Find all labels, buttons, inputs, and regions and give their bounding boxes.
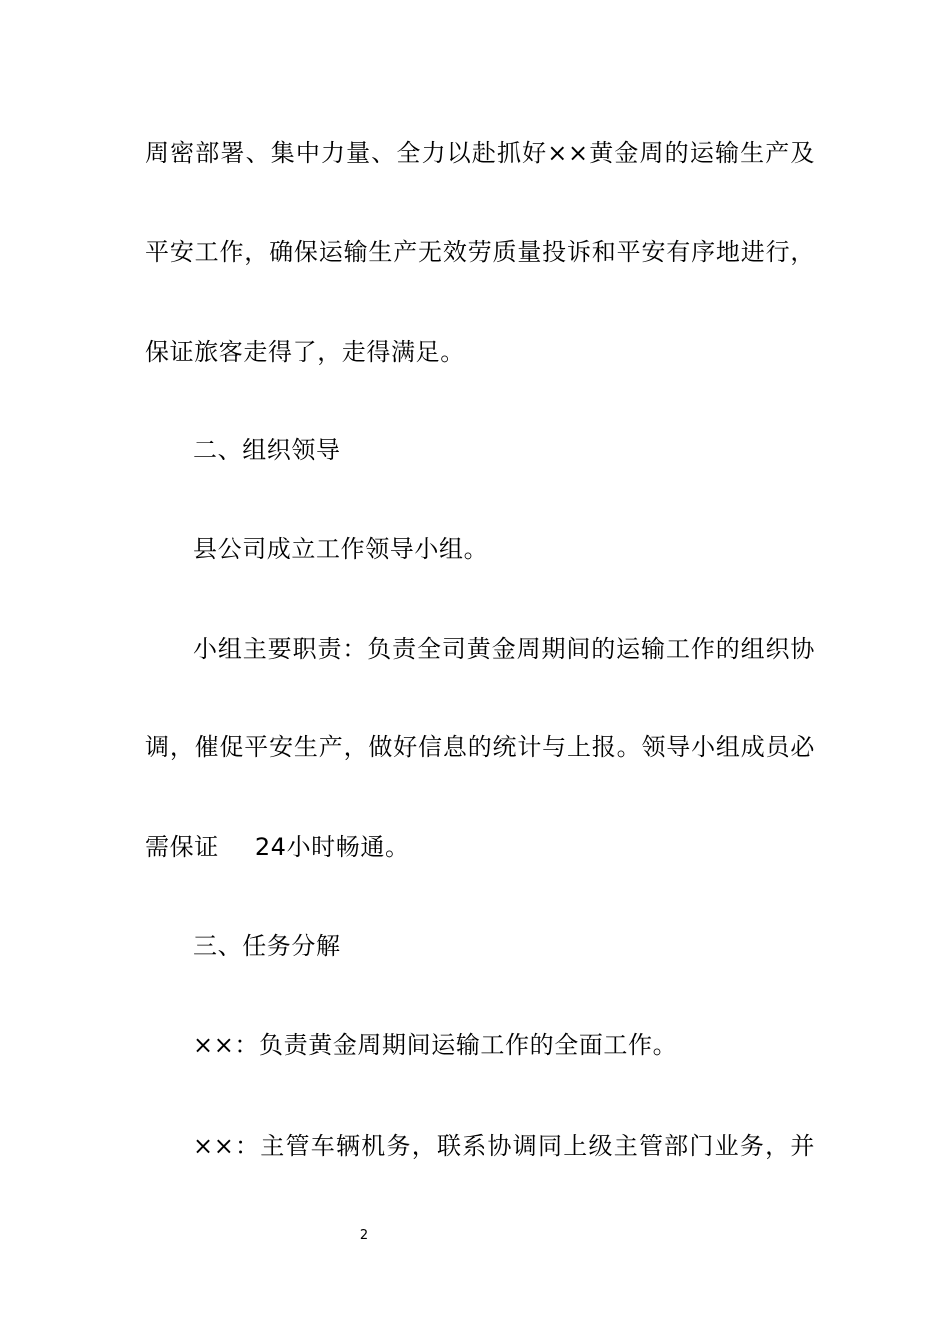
paragraph-line: 周密部署、集中力量、全力以赴抓好××黄金周的运输生产及	[145, 139, 815, 167]
paragraph-line: 县公司成立工作领导小组。	[193, 535, 489, 563]
section-heading: 三、任务分解	[193, 932, 341, 960]
paragraph-line: ××：主管车辆机务，联系协调同上级主管部门业务，并	[193, 1132, 815, 1160]
paragraph-line	[145, 831, 815, 863]
section-heading: 二、组织领导	[193, 436, 341, 464]
paragraph-line: 小组主要职责：负责全司黄金周期间的运输工作的组织协	[193, 635, 815, 663]
paragraph-line: ××：负责黄金周期间运输工作的全面工作。	[193, 1031, 678, 1059]
paragraph-line: 保证旅客走得了，走得满足。	[145, 338, 465, 366]
text-segment: 需保证	[145, 833, 219, 861]
page-number: 2	[359, 1228, 369, 1243]
text-segment: 小时畅通。	[286, 833, 410, 861]
paragraph-line: 平安工作，确保运输生产无效劳质量投诉和平安有序地进行，	[145, 238, 815, 266]
number-text: 24	[254, 833, 287, 861]
paragraph-line: 调，催促平安生产，做好信息的统计与上报。领导小组成员必	[145, 733, 815, 761]
